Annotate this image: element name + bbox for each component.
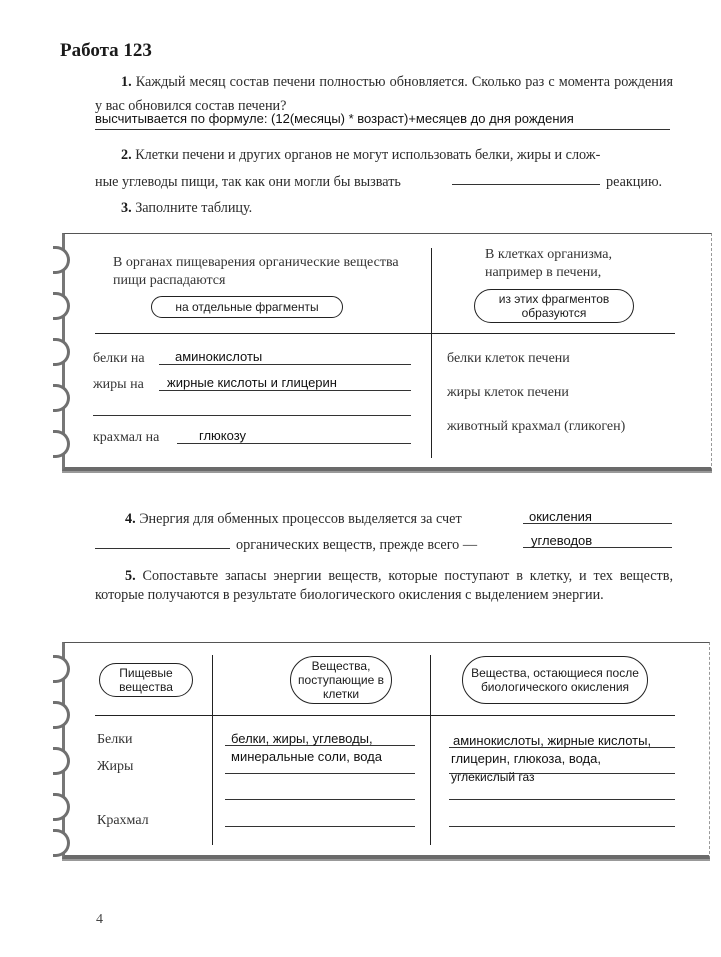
task-2-answer-field[interactable] [452, 184, 600, 185]
col3-answer-line-1[interactable] [449, 733, 675, 748]
table-2-divider-2 [430, 655, 431, 845]
task-3-text: Заполните таблицу. [135, 200, 253, 216]
col3-blank-line-2[interactable] [449, 826, 675, 827]
col2-blank-line-3[interactable] [225, 826, 415, 827]
row-label-proteins-2: Белки [97, 732, 133, 747]
task-4-number: 4. [125, 511, 136, 527]
answer-field-proteins[interactable] [159, 349, 411, 365]
task-1-answer-field[interactable] [95, 111, 670, 130]
answer-field-fats[interactable] [159, 375, 411, 391]
header-remaining-substances: Вещества, остающиеся после биологического окисления [462, 656, 648, 704]
table-1-right-header: В клетках организма, например в печени, [485, 247, 613, 280]
task-5-number: 5. [125, 568, 136, 584]
col2-answer-line-2: минеральные соли, вода [231, 749, 382, 764]
task-1-number: 1. [121, 74, 132, 90]
task-4-blank-field[interactable] [95, 548, 230, 549]
task-4-text-middle: органических веществ, прежде всего — [236, 537, 478, 553]
task-4-answer-field-1[interactable] [523, 509, 672, 524]
table-1 [62, 233, 712, 471]
answer-starch: глюкозу [199, 428, 247, 443]
task-5-text [95, 567, 673, 605]
answer-field-starch[interactable] [177, 428, 411, 444]
col3-answer-line-2: глицерин, глюкоза, вода, [451, 751, 601, 766]
table-1-right-pill: из этих фрагментов образуются [474, 289, 634, 323]
task-2-text-line-1: Клетки печени и других органов не могут использовать белки, жиры и слож- [135, 147, 601, 163]
task-5-question: Сопоставьте запасы энергии веществ, которые поступают в клетку, и тех веществ, которые получаются в результате биологического окисления с выделением энергии. [95, 568, 673, 603]
col3-blank-line-1[interactable] [449, 799, 675, 800]
row-label-starch-2: Крахмал [97, 813, 149, 828]
task-2-number: 2. [121, 147, 132, 163]
table-1-divider [431, 248, 432, 458]
col3-answer-text-1: аминокислоты, жирные кислоты, [453, 733, 652, 748]
task-2-text-after: реакцию. [606, 174, 663, 190]
task-4-line-1 [125, 507, 462, 531]
answer-field-blank[interactable] [93, 415, 411, 416]
row-label-fats: жиры на [93, 377, 144, 392]
col3-answer-line-3: углекислый газ [451, 770, 535, 784]
result-fats: жиры клеток печени [447, 385, 569, 400]
result-proteins: белки клеток печени [447, 351, 570, 366]
table-2 [62, 642, 710, 859]
table-1-left-pill: на отдельные фрагменты [151, 296, 343, 318]
table-1-left-header: В органах пищеварения органические вещества пищи распадаются [113, 255, 399, 288]
task-2-line-2 [95, 170, 673, 194]
task-4-answer-field-2[interactable] [523, 533, 672, 548]
task-2-line-1 [95, 143, 673, 167]
task-4-answer-2: углеводов [531, 533, 593, 548]
table-2-divider-1 [212, 655, 213, 845]
col2-answer-text-1: белки, жиры, углеводы, [231, 731, 373, 746]
answer-fats: жирные кислоты и глицерин [167, 375, 337, 390]
page-number: 4 [96, 912, 103, 927]
table-1-header-rule [95, 333, 675, 334]
task-2-text-before: ные углеводы пищи, так как они могли бы вызвать [95, 174, 401, 190]
task-4-text-before: Энергия для обменных процессов выделяется за счет [139, 511, 462, 527]
table-2-header-rule [95, 715, 675, 716]
task-4-answer-1: окисления [529, 509, 592, 524]
task-3-number: 3. [121, 200, 132, 216]
task-1-answer: высчитывается по формуле: (12(месяцы) * возраст)+месяцев до дня рождения [95, 111, 574, 126]
page-title: Работа 123 [60, 40, 152, 61]
col2-blank-line-2[interactable] [225, 799, 415, 800]
header-incoming-substances: Вещества, поступающие в клетки [290, 656, 392, 704]
task-3-instruction [121, 196, 252, 220]
header-food-substances: Пищевые вещества [99, 663, 193, 697]
result-starch: животный крахмал (гликоген) [447, 419, 626, 434]
row-label-starch: крахмал на [93, 430, 160, 445]
row-label-fats-2: Жиры [97, 759, 134, 774]
answer-proteins: аминокислоты [175, 349, 263, 364]
col2-answer-line-1[interactable] [225, 731, 415, 746]
row-label-proteins: белки на [93, 351, 145, 366]
task-1-question: Каждый месяц состав печени полностью обновляется. Сколько раз с момента рождения у вас обновился состав печени? [95, 74, 673, 114]
col2-blank-line-1[interactable] [225, 773, 415, 774]
